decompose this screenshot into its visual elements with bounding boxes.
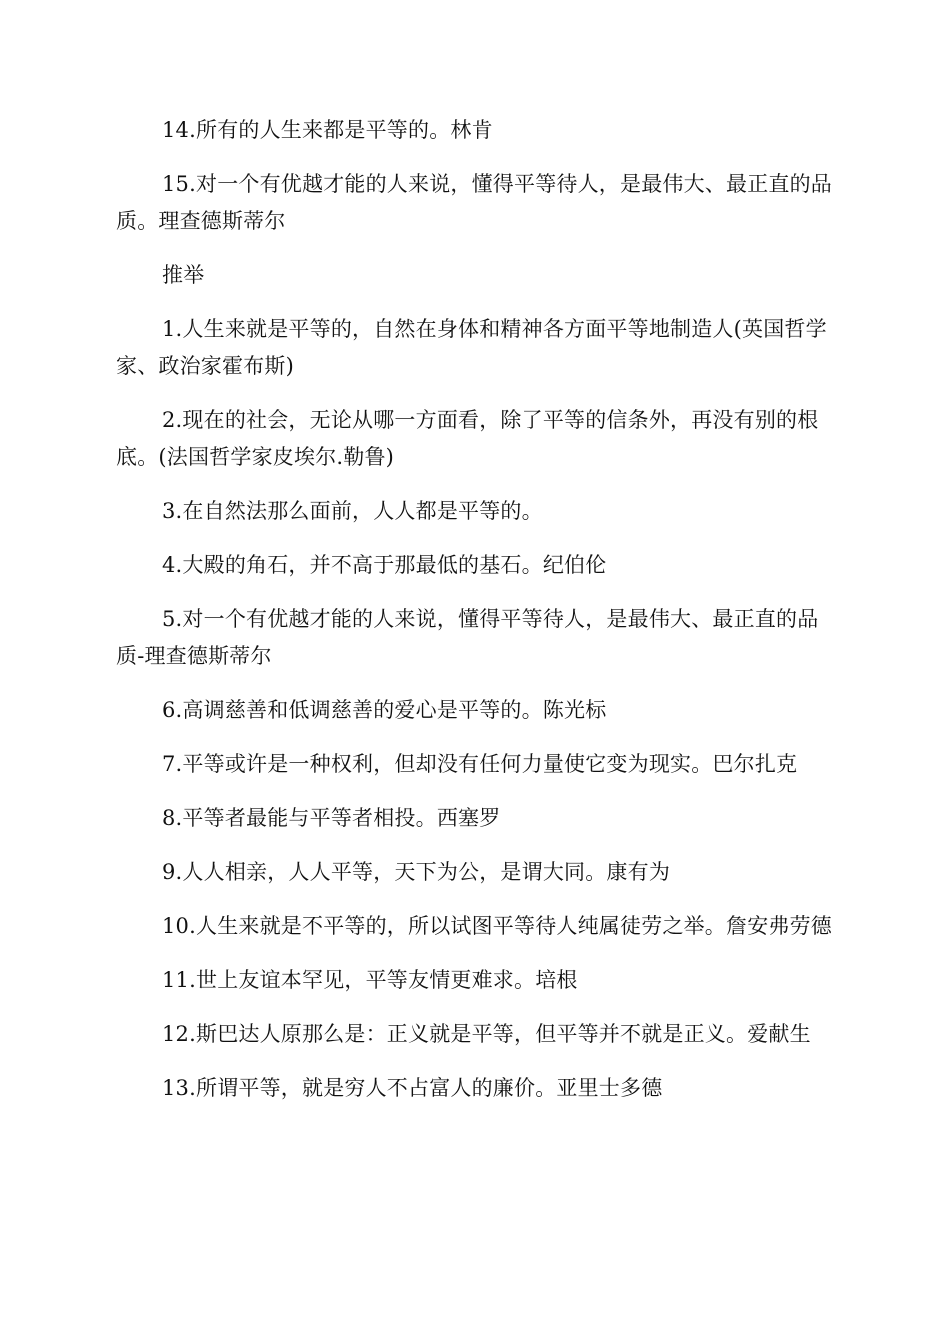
quote-paragraph: 1.人生来就是平等的，自然在身体和精神各方面平等地制造人(英国哲学家、政治家霍布斯) bbox=[116, 317, 827, 378]
quote-paragraph: 5.对一个有优越才能的人来说，懂得平等待人，是最伟大、最正直的品质-理查德斯蒂尔 bbox=[116, 607, 819, 668]
document-body bbox=[116, 112, 834, 1124]
quote-paragraph: 2.现在的社会，无论从哪一方面看，除了平等的信条外，再没有别的根底。(法国哲学家皮埃尔.勒鲁) bbox=[116, 408, 819, 469]
quote-paragraph: 4.大殿的角石，并不高于那最低的基石。纪伯伦 bbox=[162, 553, 607, 577]
quote-paragraph: 6.高调慈善和低调慈善的爱心是平等的。陈光标 bbox=[162, 698, 607, 722]
quote-paragraph: 11.世上友谊本罕见，平等友情更难求。培根 bbox=[162, 968, 578, 992]
quote-paragraph: 8.平等者最能与平等者相投。西塞罗 bbox=[162, 806, 501, 830]
quote-paragraph: 10.人生来就是不平等的，所以试图平等待人纯属徒劳之举。詹安弗劳德 bbox=[162, 914, 832, 938]
quote-paragraph: 13.所谓平等，就是穷人不占富人的廉价。亚里士多德 bbox=[162, 1076, 663, 1100]
quote-paragraph: 12.斯巴达人原那么是：正义就是平等，但平等并不就是正义。爱献生 bbox=[162, 1022, 811, 1046]
quote-paragraph: 7.平等或许是一种权利，但却没有任何力量使它变为现实。巴尔扎克 bbox=[162, 752, 798, 776]
quote-paragraph: 3.在自然法那么面前，人人都是平等的。 bbox=[162, 499, 543, 523]
quote-paragraph: 15.对一个有优越才能的人来说，懂得平等待人，是最伟大、最正直的品质。理查德斯蒂尔 bbox=[116, 172, 832, 233]
quote-paragraph: 9.人人相亲，人人平等，天下为公，是谓大同。康有为 bbox=[162, 860, 671, 884]
section-heading: 推举 bbox=[162, 263, 205, 287]
quote-paragraph: 14.所有的人生来都是平等的。林肯 bbox=[162, 118, 493, 142]
